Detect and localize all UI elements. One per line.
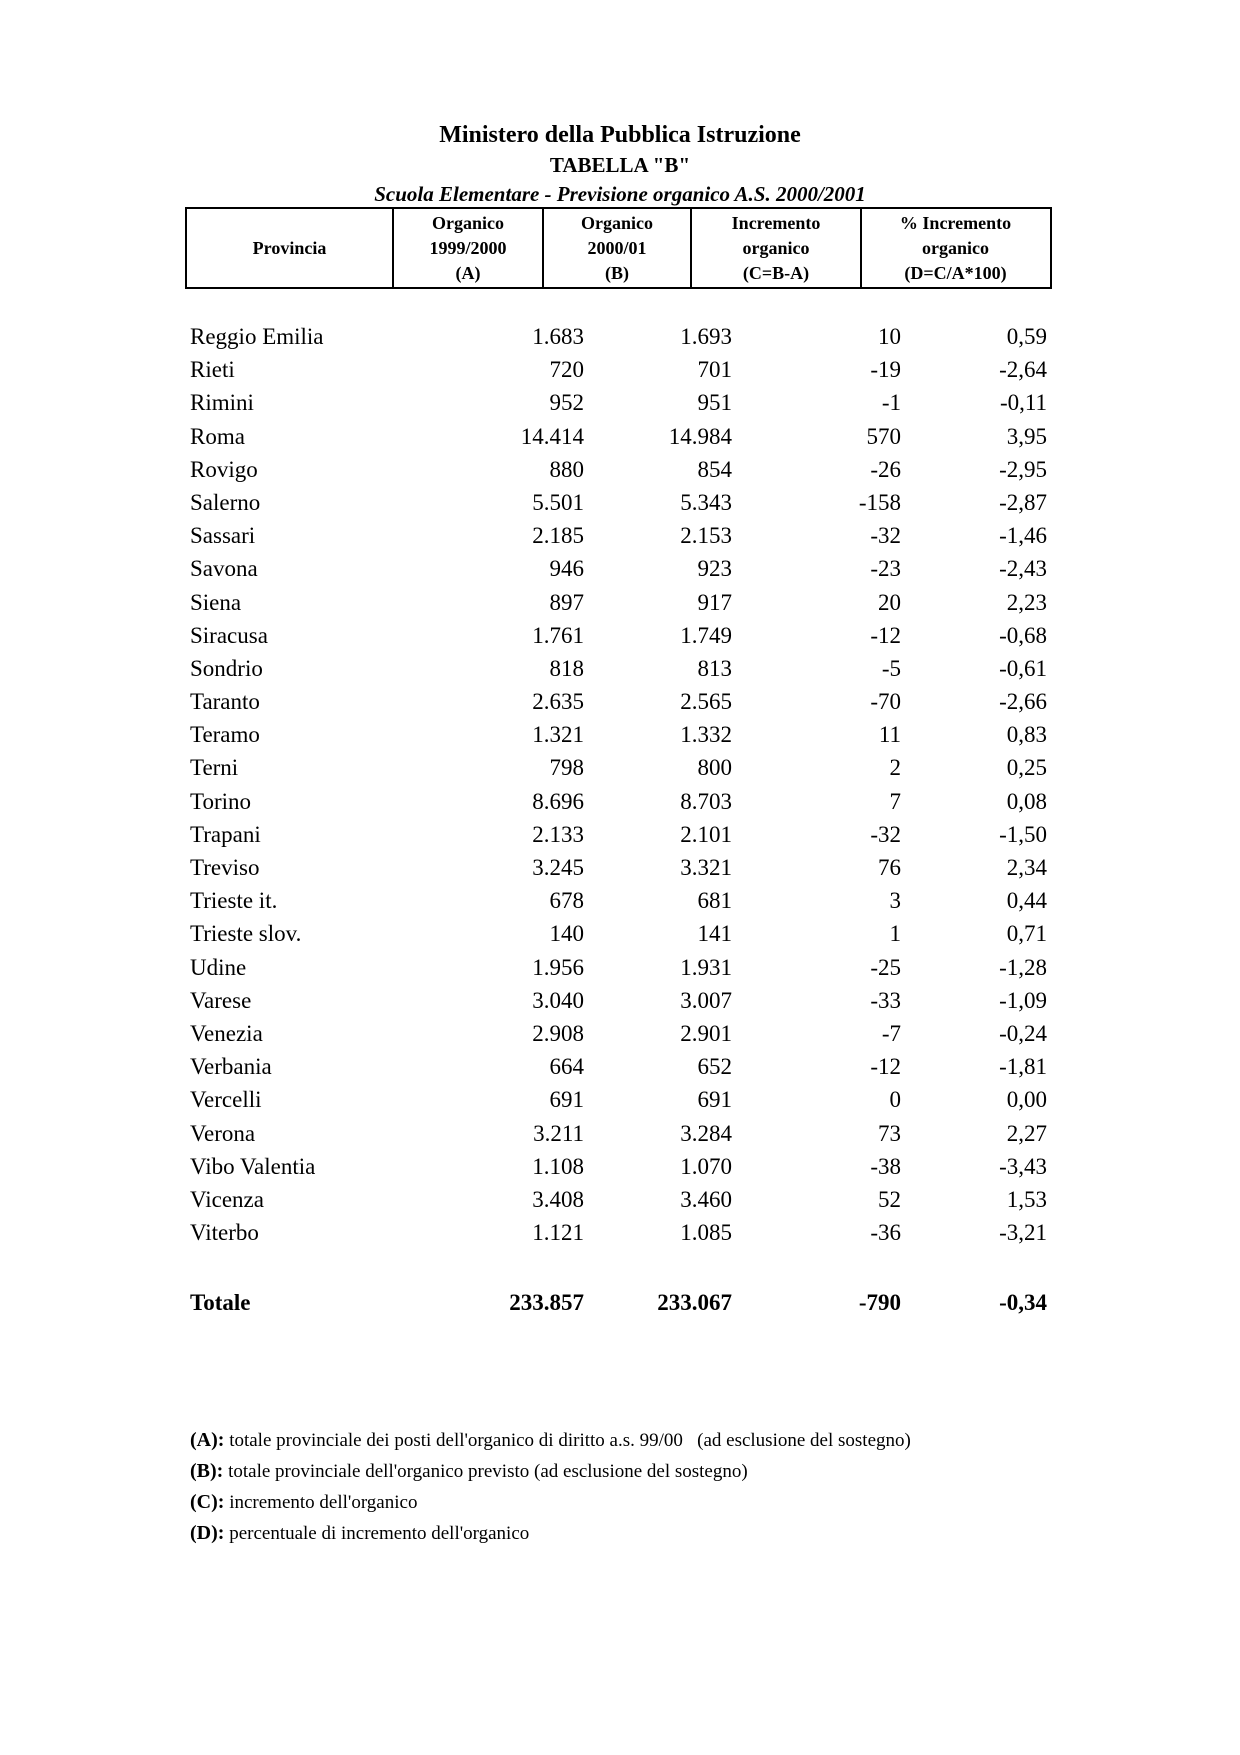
organico-a-cell: 1.761	[532, 622, 584, 648]
organico-b-cell: 3.321	[680, 855, 732, 880]
provincia-cell: Teramo	[190, 722, 260, 748]
percent-incremento-cell: -3,21	[999, 1220, 1047, 1246]
percent-incremento-cell: -1,50	[999, 821, 1047, 847]
total-row	[185, 1286, 1052, 1320]
organico-b-cell: 1.332	[680, 722, 732, 748]
organico-a-cell: 818	[549, 655, 584, 681]
percent-incremento-cell: -1,09	[999, 987, 1047, 1013]
table-row	[185, 884, 1052, 917]
percent-incremento-cell: 1,53	[1006, 1186, 1047, 1212]
provincia-cell: Taranto	[190, 689, 260, 715]
table-row	[185, 1050, 1052, 1083]
footnote-key: (C):	[190, 1491, 225, 1513]
organico-b-cell: 2.101	[680, 821, 732, 847]
table-row	[185, 519, 1052, 552]
table-row	[185, 652, 1052, 685]
table-row	[185, 1183, 1052, 1216]
incremento-cell: -12	[870, 1054, 901, 1080]
provincia-cell: Vicenza	[190, 1186, 264, 1212]
organico-a-cell: 1.321	[532, 722, 584, 748]
provincia-cell: Treviso	[190, 855, 260, 880]
provincia-cell: Torino	[190, 788, 251, 814]
organico-a-cell: 691	[549, 1087, 584, 1113]
column-header-incremento: Incremento organico (C=B-A)	[692, 209, 862, 287]
percent-incremento-cell: -1,46	[999, 523, 1047, 549]
organico-b-cell: 3.007	[680, 987, 732, 1013]
percent-incremento-cell: -2,95	[999, 456, 1047, 482]
table-row	[185, 851, 1052, 884]
table-name: TABELLA "B"	[549, 153, 691, 177]
incremento-cell: -33	[870, 987, 901, 1013]
organico-b-cell: 1.931	[680, 954, 732, 980]
table-row	[185, 984, 1052, 1017]
footnote	[190, 1425, 1090, 1456]
organico-a-cell: 5.501	[532, 489, 584, 515]
organico-b-cell: 3.284	[680, 1120, 732, 1146]
organico-b-cell: 917	[697, 589, 732, 615]
total-incremento: -790	[858, 1290, 901, 1315]
incremento-cell: -70	[870, 689, 901, 715]
footnote-text: percentuale di incremento dell'organico	[224, 1523, 530, 1544]
incremento-cell: -7	[881, 1020, 901, 1046]
provincia-cell: Sondrio	[190, 655, 263, 681]
incremento-cell: 76	[878, 855, 901, 880]
table-row	[185, 1117, 1052, 1150]
incremento-cell: -12	[870, 622, 901, 648]
percent-incremento-cell: -0,24	[999, 1020, 1047, 1046]
table-row	[185, 586, 1052, 619]
percent-incremento-cell: 2,27	[1006, 1120, 1047, 1146]
incremento-cell: 3	[889, 888, 901, 914]
provincia-cell: Venezia	[190, 1020, 263, 1046]
provincia-cell: Udine	[190, 954, 247, 980]
organico-b-cell: 923	[697, 556, 732, 582]
organico-b-cell: 813	[697, 655, 732, 681]
organico-b-cell: 951	[697, 390, 732, 416]
organico-b-cell: 3.460	[680, 1186, 732, 1212]
percent-incremento-cell: 0,83	[1006, 722, 1047, 748]
provincia-cell: Trieste it.	[190, 888, 278, 914]
footnote-key: (D):	[190, 1522, 225, 1544]
organico-b-cell: 1.749	[680, 622, 732, 648]
table-row	[185, 751, 1052, 784]
data-rows	[185, 320, 1052, 1249]
column-header-organico-b: Organico 2000/01 (B)	[544, 209, 692, 287]
percent-incremento-cell: -3,43	[999, 1153, 1047, 1179]
organico-a-cell: 8.696	[532, 788, 584, 814]
incremento-cell: -32	[870, 821, 901, 847]
organico-a-cell: 664	[549, 1054, 584, 1080]
incremento-cell: 20	[878, 589, 901, 615]
incremento-cell: -25	[870, 954, 901, 980]
percent-incremento-cell: -2,64	[999, 357, 1047, 383]
table-row	[185, 818, 1052, 851]
percent-incremento-cell: -0,61	[999, 655, 1047, 681]
organico-a-cell: 3.408	[532, 1186, 584, 1212]
footnote-text: incremento dell'organico	[224, 1492, 418, 1513]
organico-a-cell: 3.040	[532, 987, 584, 1013]
incremento-cell: -36	[870, 1220, 901, 1246]
incremento-cell: 10	[878, 324, 901, 349]
provincia-cell: Trieste slov.	[190, 921, 302, 947]
ministry-title: Ministero della Pubblica Istruzione	[439, 122, 801, 148]
percent-incremento-cell: -1,81	[999, 1054, 1047, 1080]
total-organico-b: 233.067	[657, 1290, 732, 1315]
incremento-cell: 73	[878, 1120, 901, 1146]
organico-a-cell: 2.185	[532, 523, 584, 549]
footnotes	[190, 1425, 1090, 1549]
percent-incremento-cell: -2,66	[999, 689, 1047, 715]
column-header-percent-incremento: % Incremento organico (D=C/A*100)	[899, 212, 1012, 283]
organico-a-cell: 2.908	[532, 1020, 584, 1046]
percent-incremento-cell: 0,59	[1006, 324, 1047, 349]
incremento-cell: -158	[858, 489, 901, 515]
organico-b-cell: 1.693	[680, 324, 732, 349]
organico-b-cell: 854	[697, 456, 732, 482]
organico-a-cell: 1.121	[532, 1220, 584, 1246]
percent-incremento-cell: -2,87	[999, 489, 1047, 515]
provincia-cell: Verona	[190, 1120, 256, 1146]
total-organico-a: 233.857	[509, 1290, 584, 1315]
provincia-cell: Verbania	[190, 1054, 272, 1080]
provincia-cell: Rieti	[190, 357, 235, 383]
table-row	[185, 1083, 1052, 1116]
column-header-provincia: Provincia	[187, 209, 394, 287]
provincia-cell: Salerno	[190, 489, 261, 515]
incremento-cell: 570	[866, 423, 901, 449]
incremento-cell: -5	[881, 655, 901, 681]
table-row	[185, 552, 1052, 585]
organico-a-cell: 140	[549, 921, 584, 947]
provincia-cell: Sassari	[190, 523, 256, 549]
provincia-cell: Terni	[190, 755, 239, 781]
provincia-cell: Siena	[190, 589, 242, 615]
table-row	[185, 917, 1052, 950]
provincia-cell: Roma	[190, 423, 245, 449]
percent-incremento-cell: 0,44	[1006, 888, 1047, 914]
organico-a-cell: 798	[549, 755, 584, 781]
organico-b-cell: 2.901	[680, 1020, 732, 1046]
provincia-cell: Savona	[190, 556, 258, 582]
table-row	[185, 320, 1052, 353]
organico-a-cell: 897	[549, 589, 584, 615]
organico-b-cell: 1.085	[680, 1220, 732, 1246]
organico-a-cell: 946	[549, 556, 584, 582]
percent-incremento-cell: 0,08	[1006, 788, 1047, 814]
organico-a-cell: 1.108	[532, 1153, 584, 1179]
percent-incremento-cell: 2,23	[1006, 589, 1047, 615]
organico-a-cell: 952	[549, 390, 584, 416]
percent-incremento-cell: 0,00	[1006, 1087, 1047, 1113]
table-row	[185, 718, 1052, 751]
table-row	[185, 1216, 1052, 1249]
incremento-cell: 2	[889, 755, 901, 781]
table-row	[185, 685, 1052, 718]
table-row	[185, 453, 1052, 486]
percent-incremento-cell: 3,95	[1006, 423, 1047, 449]
footnote-text: totale provinciale dei posti dell'organico di diritto a.s. 99/00 (ad esclusione del sostegno)	[224, 1430, 911, 1451]
organico-b-cell: 681	[697, 888, 732, 914]
organico-a-cell: 2.635	[532, 689, 584, 715]
table-row	[185, 1150, 1052, 1183]
organico-b-cell: 2.565	[680, 689, 732, 715]
column-header-organico-a: Organico 1999/2000 (A)	[394, 209, 544, 287]
percent-incremento-cell: 0,71	[1006, 921, 1047, 947]
percent-incremento-cell: -0,68	[999, 622, 1047, 648]
provincia-cell: Siracusa	[190, 622, 268, 648]
provincia-cell: Viterbo	[190, 1220, 259, 1246]
incremento-cell: 1	[889, 921, 901, 947]
organico-b-cell: 652	[697, 1054, 732, 1080]
provincia-cell: Trapani	[190, 821, 261, 847]
organico-a-cell: 3.211	[533, 1120, 584, 1146]
provincia-cell: Vercelli	[190, 1087, 262, 1113]
percent-incremento-cell: -2,43	[999, 556, 1047, 582]
provincia-cell: Rovigo	[190, 456, 258, 482]
table-row	[185, 951, 1052, 984]
incremento-cell: -26	[870, 456, 901, 482]
organico-b-cell: 800	[697, 755, 732, 781]
table-row	[185, 785, 1052, 818]
incremento-cell: 11	[878, 722, 901, 748]
footnote	[190, 1456, 1090, 1487]
footnote-key: (B):	[190, 1460, 224, 1482]
incremento-cell: -23	[870, 556, 901, 582]
percent-incremento-cell: -0,11	[999, 390, 1047, 416]
organico-a-cell: 880	[549, 456, 584, 482]
provincia-cell: Varese	[190, 987, 252, 1013]
footnote	[190, 1518, 1090, 1549]
provincia-cell: Vibo Valentia	[190, 1153, 316, 1179]
organico-a-cell: 3.245	[532, 855, 584, 880]
organico-b-cell: 14.984	[668, 423, 732, 449]
organico-b-cell: 701	[697, 357, 732, 383]
incremento-cell: 7	[889, 788, 901, 814]
organico-b-cell: 2.153	[680, 523, 732, 549]
organico-b-cell: 8.703	[680, 788, 732, 814]
footnote-key: (A):	[190, 1429, 225, 1451]
total-percent-incremento: -0,34	[999, 1290, 1047, 1315]
table-row	[185, 619, 1052, 652]
table-row	[185, 1017, 1052, 1050]
provincia-cell: Reggio Emilia	[190, 324, 324, 349]
percent-incremento-cell: 2,34	[1006, 855, 1047, 880]
total-label: Totale	[190, 1290, 251, 1315]
percent-incremento-cell: -1,28	[999, 954, 1047, 980]
organico-a-cell: 678	[549, 888, 584, 914]
column-header-row	[185, 207, 1052, 289]
organico-a-cell: 1.956	[532, 954, 584, 980]
organico-a-cell: 1.683	[532, 324, 584, 349]
table-row	[185, 486, 1052, 519]
organico-a-cell: 720	[549, 357, 584, 383]
organico-b-cell: 141	[697, 921, 732, 947]
incremento-cell: -1	[881, 390, 901, 416]
incremento-cell: -32	[870, 523, 901, 549]
incremento-cell: 0	[889, 1087, 901, 1113]
footnote-text: totale provinciale dell'organico previsto (ad esclusione del sostegno)	[223, 1461, 748, 1482]
organico-a-cell: 14.414	[520, 423, 584, 449]
incremento-cell: 52	[878, 1186, 901, 1212]
organico-b-cell: 691	[697, 1087, 732, 1113]
incremento-cell: -38	[870, 1153, 901, 1179]
organico-b-cell: 5.343	[680, 489, 732, 515]
provincia-cell: Rimini	[190, 390, 254, 416]
table-row	[185, 386, 1052, 419]
table-subtitle: Scuola Elementare - Previsione organico A.S. 2000/2001	[374, 182, 866, 206]
organico-b-cell: 1.070	[680, 1153, 732, 1179]
table-row	[185, 420, 1052, 453]
percent-incremento-cell: 0,25	[1006, 755, 1047, 781]
table-row	[185, 353, 1052, 386]
footnote	[190, 1487, 1090, 1518]
incremento-cell: -19	[870, 357, 901, 383]
organico-a-cell: 2.133	[532, 821, 584, 847]
